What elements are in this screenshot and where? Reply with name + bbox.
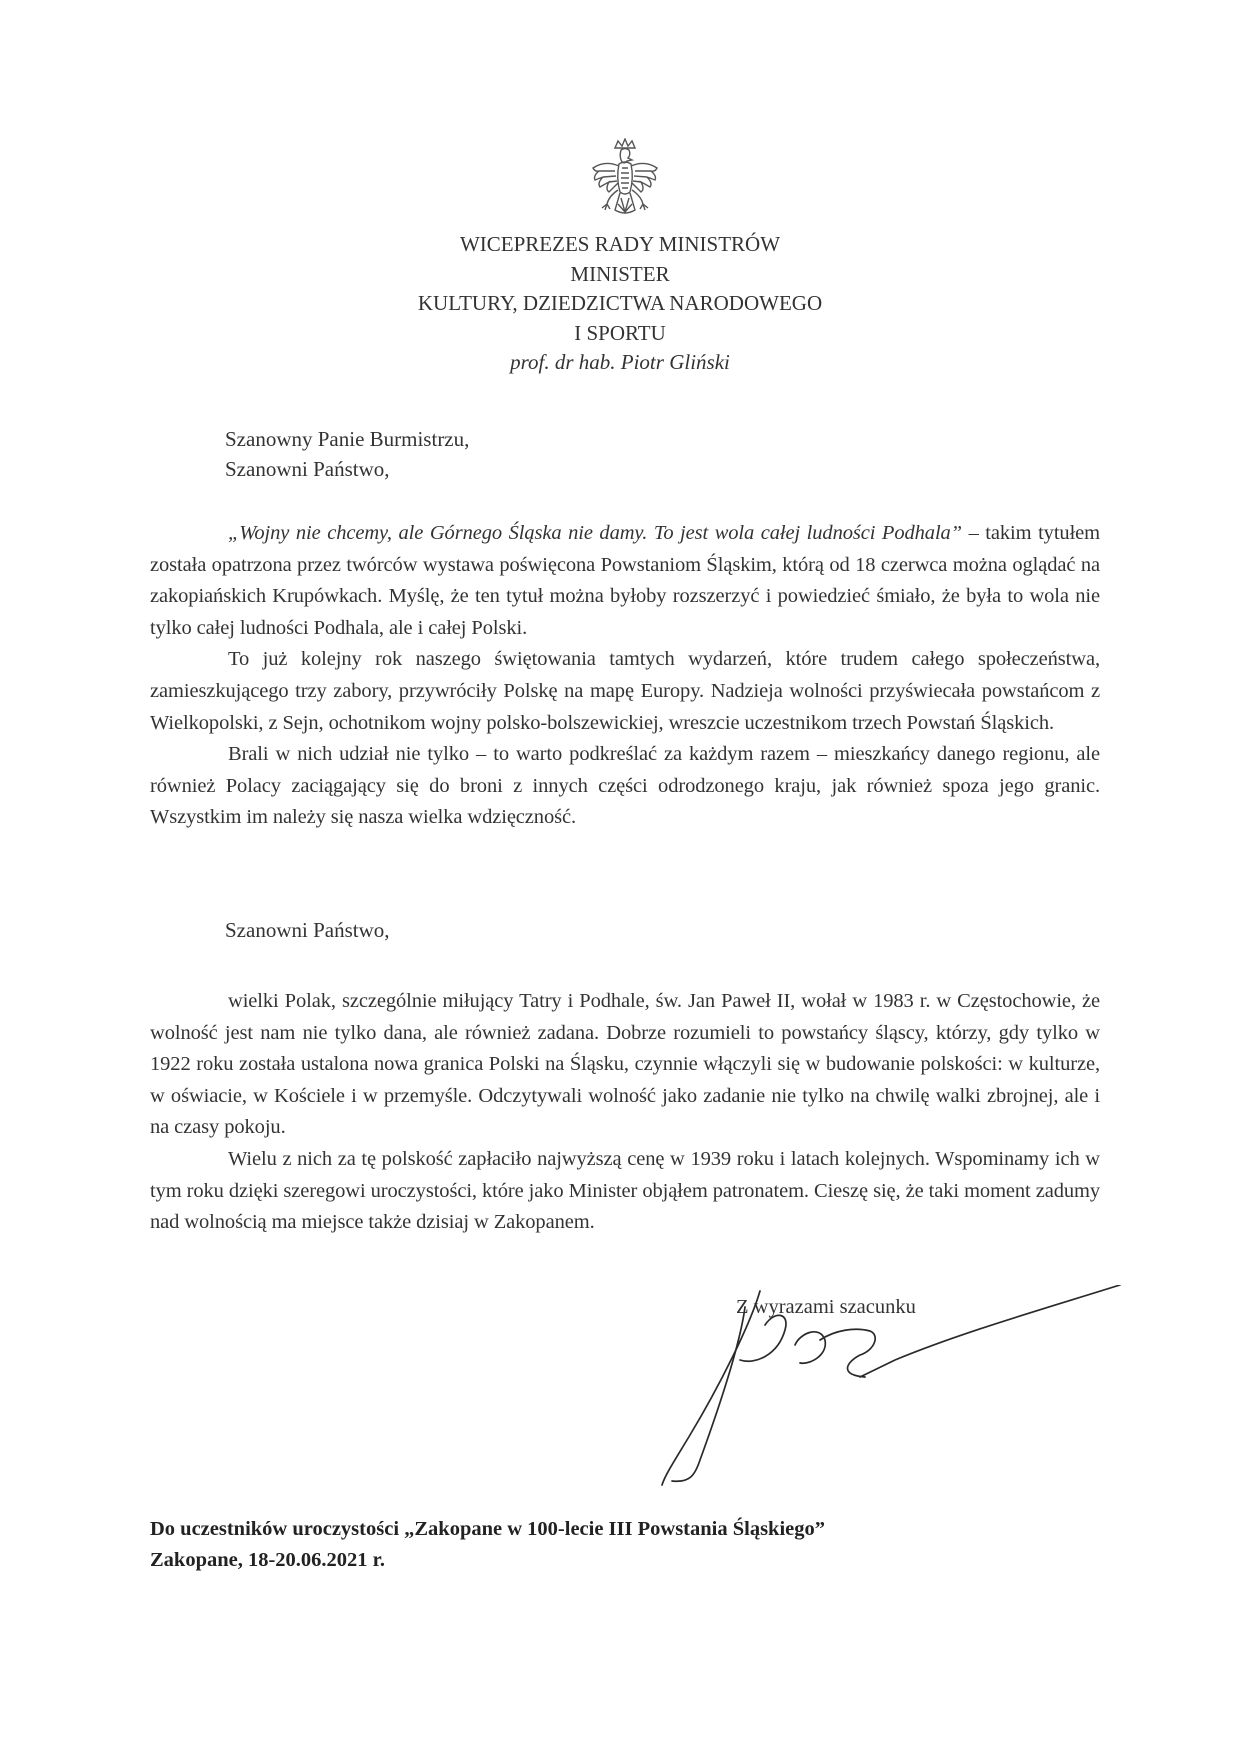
salutation-line-1: Szanowny Panie Burmistrzu,	[225, 427, 470, 451]
handwritten-signature-icon	[660, 1285, 1130, 1495]
letter-body-section-1	[150, 518, 1100, 834]
letter-header	[340, 230, 900, 378]
exhibition-title-quote: „Wojny nie chcemy, ale Górnego Śląska nie damy. To jest wola całej ludności Podhala”	[228, 522, 962, 544]
salutation	[225, 424, 469, 484]
polish-eagle-emblem-icon	[585, 138, 665, 230]
header-title-line-4: I SPORTU	[574, 320, 666, 345]
paragraph-text: – takim tytułem została opatrzona przez twórców wystawa poświęcona Powstaniom Śląskim, którą od 18 czerwca można oglądać na zakopiańskich Krupówkach. Myślę, że ten tytuł można byłoby rozszerzyć i powiedzieć śmiało, że była to wola nie tylko całej ludności Podhala, ale i całej Polski.	[150, 522, 1101, 639]
letter-body-section-2	[150, 986, 1100, 1239]
paragraph: To już kolejny rok naszego świętowania tamtych wydarzeń, które trudem całego społeczeństwa, zamieszkującego trzy zabory, przywróciły Polskę na mapę Europy. Nadzieja wolności przyświecała powstańcom z Wielkopolski, z Sejn, ochotnikom wojny polsko-bolszewickiej, wreszcie uczestnikom trzech Powstań Śląskich.	[150, 648, 1100, 734]
paragraph	[150, 518, 1100, 644]
salutation-line-2: Szanowni Państwo,	[225, 457, 390, 481]
place-date-line: Zakopane, 18-20.06.2021 r.	[150, 1549, 386, 1571]
paragraph: Wielu z nich za tę polskość zapłaciło najwyższą cenę w 1939 roku i latach kolejnych. Wspominamy ich w tym roku dzięki szeregowi uroczystości, które jako Minister objąłem patronatem. Cieszę się, że taki moment zadumy nad wolnością ma miejsce także dzisiaj w Zakopanem.	[150, 1147, 1100, 1234]
paragraph: wielki Polak, szczególnie miłujący Tatry i Podhale, św. Jan Paweł II, wołał w 1983 r. w Częstochowie, że wolność jest nam nie tylko dana, ale również zadana. Dobrze rozumieli to powstańcy śląscy, którzy, gdy tylko w 1922 roku została ustalona nowa granica Polski na Śląsku, czynnie włączyli się w budowanie polskości: w kulturze, w oświacie, w Kościele i w przemyśle. Odczytywali wolność jako zadanie nie tylko na chwilę walki zbrojnej, ale i na czasy pokoju.	[150, 990, 1100, 1139]
header-title-line-2: MINISTER	[570, 261, 670, 286]
letter-footer	[150, 1514, 825, 1576]
salutation-2: Szanowni Państwo,	[225, 918, 390, 942]
minister-name: prof. dr hab. Piotr Gliński	[510, 350, 730, 374]
recipients-line: Do uczestników uroczystości „Zakopane w 100-lecie III Powstania Śląskiego”	[150, 1518, 825, 1540]
header-title-line-3: KULTURY, DZIEDZICTWA NARODOWEGO	[417, 291, 823, 315]
closing-phrase: Z wyrazami szacunku	[736, 1296, 916, 1318]
paragraph: Brali w nich udział nie tylko – to warto podkreślać za każdym razem – mieszkańcy danego regionu, ale również Polacy zaciągający się do broni z innych części odrodzonego kraju, jak również spoza jego granic. Wszystkim im należy się nasza wielka wdzięczność.	[150, 743, 1100, 829]
header-title-line-1: WICEPREZES RADY MINISTRÓW	[459, 232, 781, 256]
